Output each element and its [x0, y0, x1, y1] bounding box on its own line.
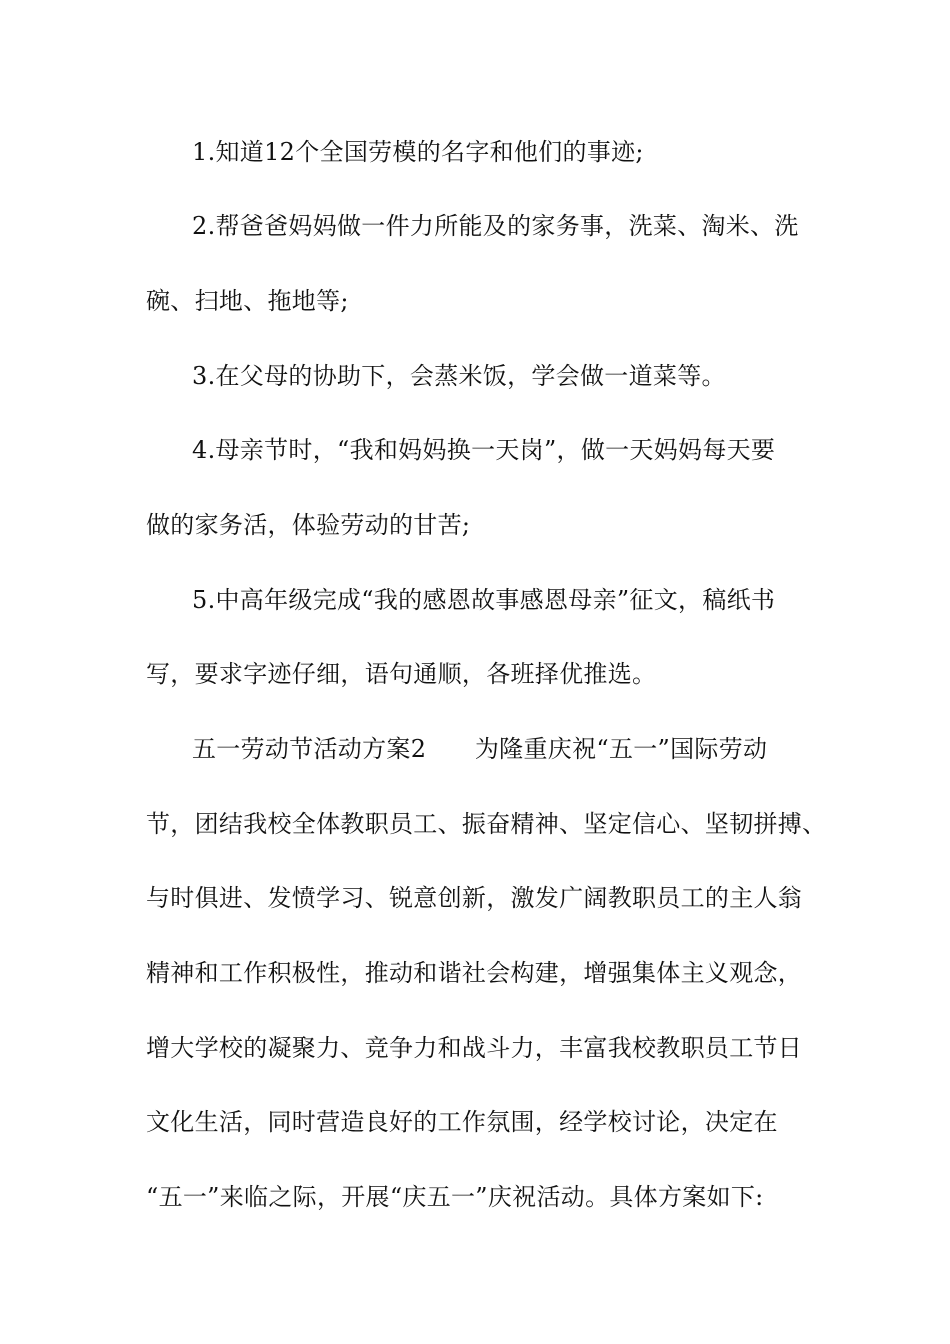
list-item-4-continued: 做的家务活，体验劳动的甘苦;	[146, 511, 471, 539]
list-item-5-continued: 写，要求字迹仔细，语句通顺，各班择优推选。	[146, 660, 657, 688]
list-item-2-continued: 碗、扫地、拖地等;	[146, 287, 349, 315]
paragraph-line: “五一”来临之际，开展“庆五一”庆祝活动。具体方案如下:	[146, 1183, 764, 1211]
list-item-1: 1.知道12个全国劳模的名字和他们的事迹;	[192, 138, 644, 166]
list-item-4: 4.母亲节时，“我和妈妈换一天岗”，做一天妈妈每天要	[192, 436, 776, 464]
paragraph-line: 精神和工作积极性，推动和谐社会构建，增强集体主义观念，	[146, 959, 803, 987]
paragraph-line: 节，团结我校全体教职员工、振奋精神、坚定信心、坚韧拼搏、	[146, 810, 827, 838]
paragraph-line: 文化生活，同时营造良好的工作氛围，经学校讨论，决定在	[146, 1108, 778, 1136]
list-item-3: 3.在父母的协助下，会蒸米饭，学会做一道菜等。	[192, 362, 726, 390]
list-item-5: 5.中高年级完成“我的感恩故事感恩母亲”征文，稿纸书	[192, 586, 776, 614]
list-item-2: 2.帮爸爸妈妈做一件力所能及的家务事，洗菜、淘米、洗	[192, 212, 799, 240]
paragraph-line: 与时俱进、发愤学习、锐意创新，激发广阔教职员工的主人翁	[146, 884, 803, 912]
paragraph-line: 增大学校的凝聚力、竞争力和战斗力，丰富我校教职员工节日	[146, 1034, 803, 1062]
section-heading-line: 五一劳动节活动方案2 为隆重庆祝“五一”国际劳动	[192, 735, 768, 763]
